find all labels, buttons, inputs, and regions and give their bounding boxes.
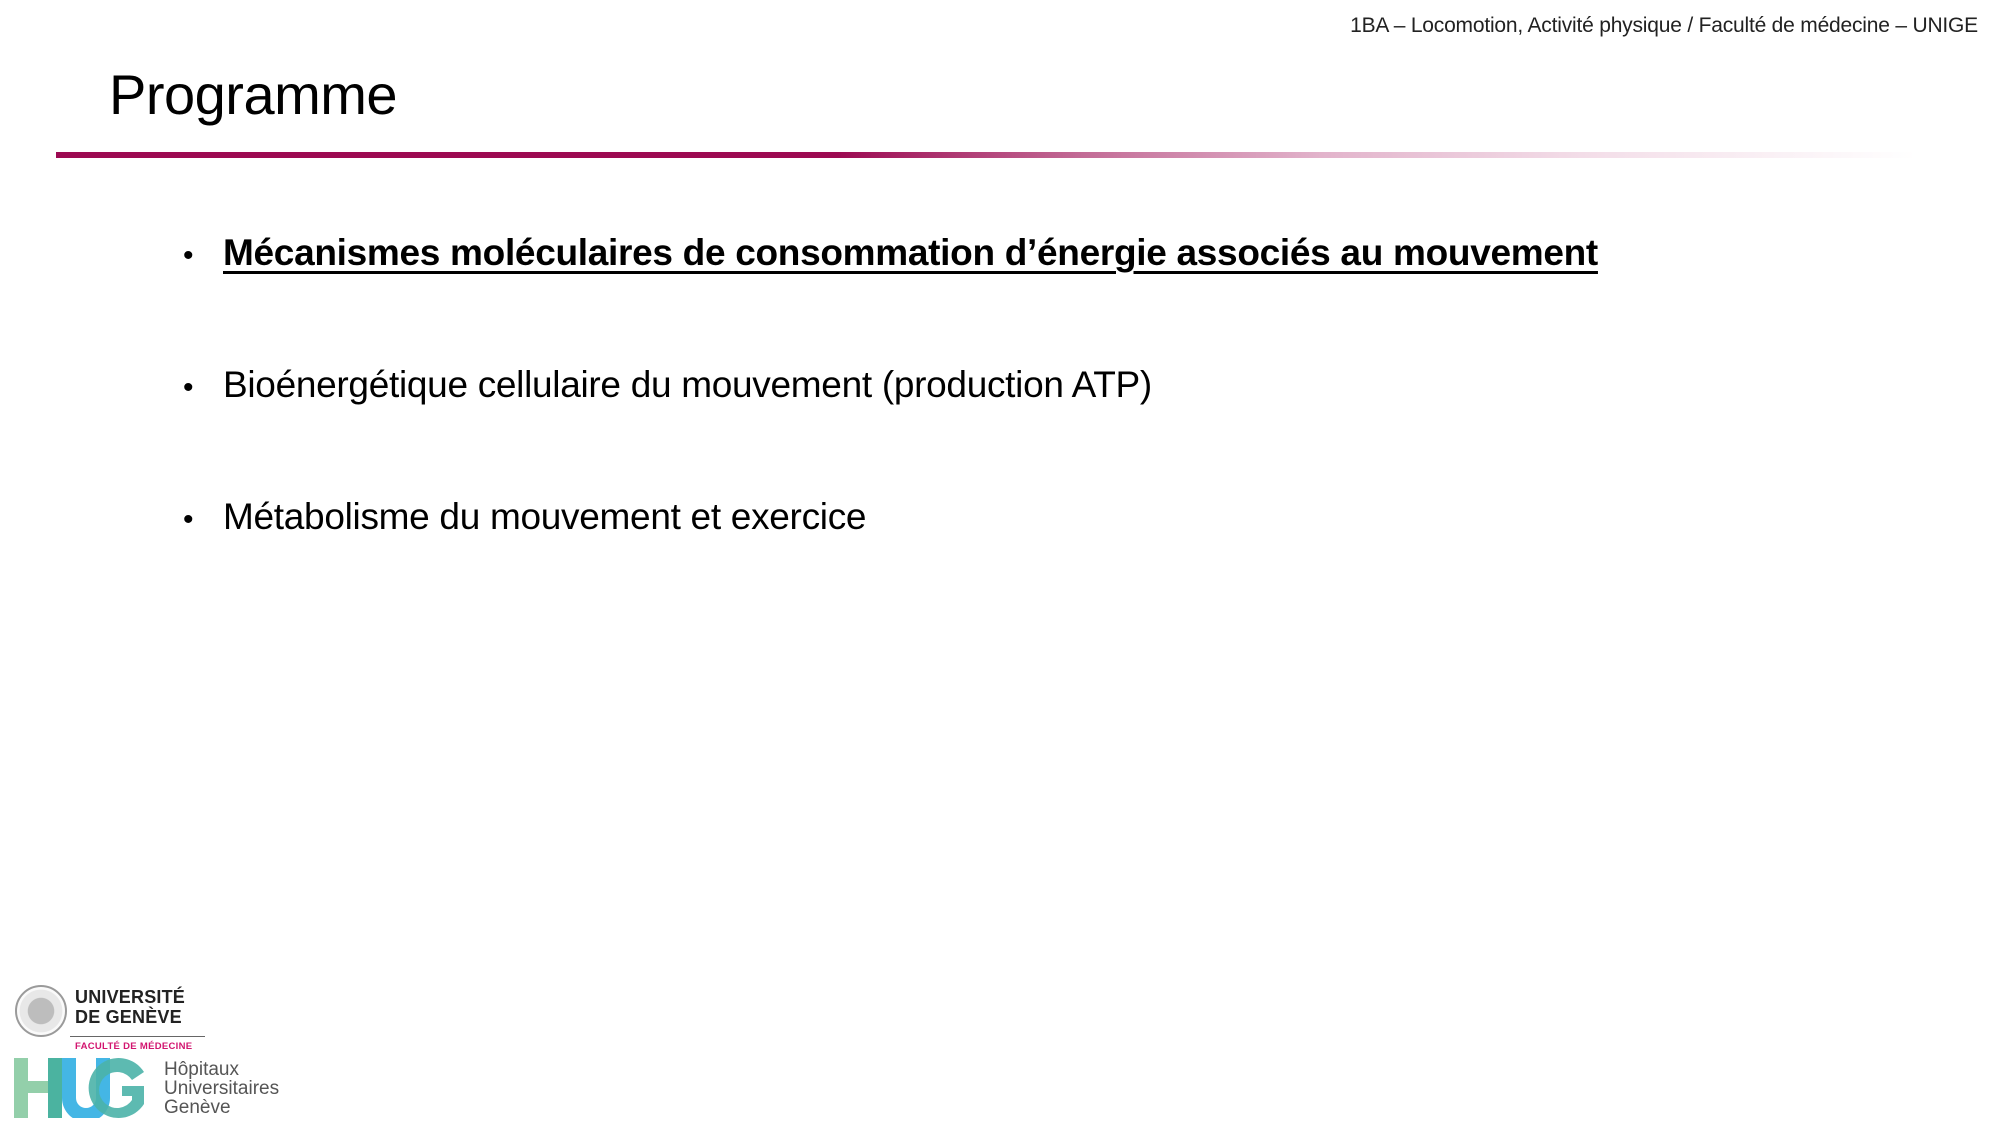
hug-logo: [14, 1058, 284, 1122]
hug-name-line3: Genève: [164, 1097, 231, 1118]
hug-name: [164, 1060, 279, 1117]
title-divider: [56, 152, 1916, 158]
course-header-note: 1BA – Locomotion, Activité physique / Faculté de médecine – UNIGE: [1350, 14, 1978, 37]
bullet-icon: •: [183, 503, 194, 536]
bullet-item: [183, 496, 1598, 628]
unige-faculty: FACULTÉ DE MÉDECINE: [75, 1041, 193, 1052]
hug-name-line2: Universitaires: [164, 1078, 280, 1099]
unige-logo-divider: [70, 1036, 205, 1037]
bullet-list: [183, 232, 1598, 628]
bullet-item: [183, 232, 1598, 364]
unige-logo: [15, 985, 195, 1055]
slide-title: Programme: [109, 63, 398, 126]
bullet-text: Métabolisme du mouvement et exercice: [223, 496, 867, 537]
hug-letters-icon: [14, 1058, 144, 1118]
bullet-item: [183, 364, 1598, 496]
university-seal-icon: [15, 985, 67, 1037]
bullet-icon: •: [183, 239, 194, 272]
bullet-text: Mécanismes moléculaires de consommation d’énergie associés au mouvement: [223, 232, 1598, 273]
bullet-text: Bioénergétique cellulaire du mouvement (production ATP): [223, 364, 1152, 405]
bullet-icon: •: [183, 371, 194, 404]
unige-name-line2: DE GENÈVE: [75, 1007, 182, 1027]
unige-name: [75, 987, 185, 1027]
unige-name-line1: UNIVERSITÉ: [75, 987, 186, 1007]
hug-name-line1: Hôpitaux: [164, 1059, 239, 1080]
